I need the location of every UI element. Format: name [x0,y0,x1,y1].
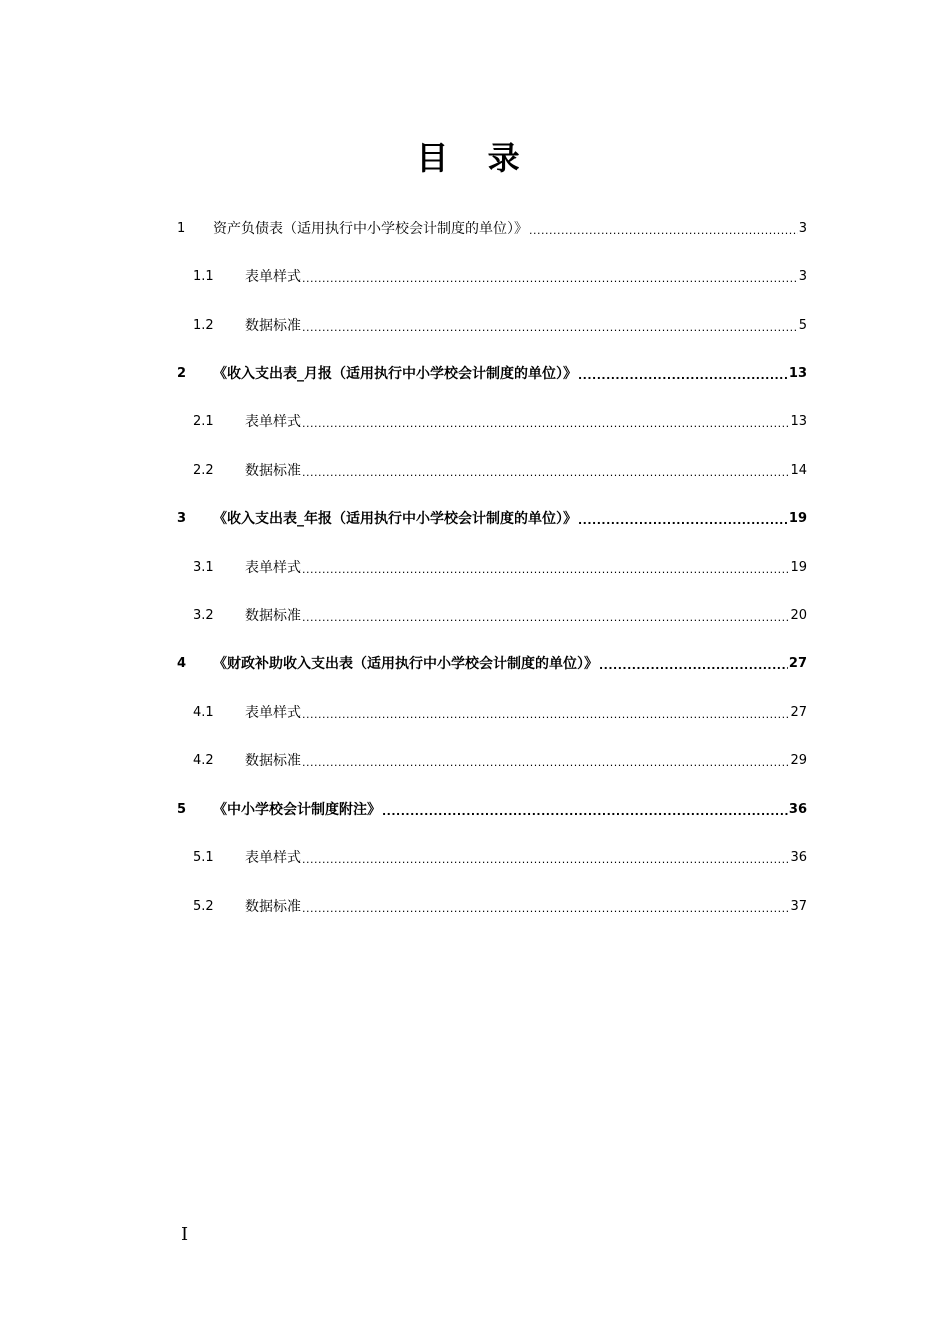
toc-dot-leader [302,555,789,581]
toc-dot-leader [302,603,789,629]
toc-entry-title: 数据标准 [245,318,301,334]
toc-title: 目 录 [416,139,534,177]
toc-dot-leader [302,748,789,774]
toc-dot-leader [302,458,789,484]
toc-dot-leader [302,409,789,435]
toc-entry-title: 数据标准 [245,463,301,479]
toc-dot-leader [302,264,798,290]
toc-entry-1-1[interactable] [177,264,807,290]
toc-entry-3[interactable] [177,506,807,532]
toc-entry-3-2[interactable] [177,603,807,629]
toc-entry-title: 数据标准 [245,899,301,915]
toc-entry-3-1[interactable] [177,555,807,581]
toc-dot-leader [302,700,789,726]
toc-entry-page: 19 [788,511,807,526]
toc-dot-leader [302,313,798,339]
toc-entry-title: 表单样式 [245,414,301,430]
toc-entry-number: 5.1 [193,850,214,865]
toc-entry-page: 20 [790,608,807,623]
toc-entry-number: 4.1 [193,705,214,720]
toc-entry-number: 2.1 [193,414,214,429]
toc-entry-number: 2 [177,366,187,381]
toc-dot-leader [529,216,798,242]
toc-entry-page: 29 [790,753,807,768]
toc-entry-number: 1.2 [193,318,214,333]
toc-entry-title: 表单样式 [245,850,301,866]
toc-entry-page: 27 [788,656,807,671]
toc-entry-5-2[interactable] [177,894,807,920]
toc-entry-number: 2.2 [193,463,214,478]
toc-dot-leader [302,894,789,920]
toc-entry-page: 14 [790,463,807,478]
page-number: I [181,1224,189,1245]
toc-entry-page: 36 [790,850,807,865]
toc-entry-1[interactable] [177,216,807,242]
toc-entry-number: 5.2 [193,899,214,914]
toc-entry-5[interactable] [177,797,807,823]
toc-entry-title: 《财政补助收入支出表（适用执行中小学校会计制度的单位）》 [213,656,598,672]
toc-entry-page: 3 [798,269,807,284]
toc-entry-title: 资产负债表（适用执行中小学校会计制度的单位）》 [213,221,528,237]
toc-entry-title: 表单样式 [245,560,301,576]
toc-dot-leader [382,797,788,823]
toc-entry-title: 表单样式 [245,705,301,721]
toc-entry-5-1[interactable] [177,845,807,871]
toc-entry-page: 13 [790,414,807,429]
toc-dot-leader [578,361,788,387]
toc-entry-page: 27 [790,705,807,720]
toc-dot-leader [599,651,788,677]
toc-entry-page: 3 [798,221,807,236]
toc-entry-page: 19 [790,560,807,575]
toc-entry-number: 1.1 [193,269,214,284]
toc-entry-title: 《收入支出表_年报（适用执行中小学校会计制度的单位）》 [213,511,577,527]
toc-entry-2[interactable] [177,361,807,387]
toc-entry-title: 表单样式 [245,269,301,285]
toc-entry-4-2[interactable] [177,748,807,774]
toc-entry-number: 3.1 [193,560,214,575]
toc-entry-title: 数据标准 [245,608,301,624]
toc-entry-2-2[interactable] [177,458,807,484]
toc-entry-title: 《收入支出表_月报（适用执行中小学校会计制度的单位）》 [213,366,577,382]
toc-entry-1-2[interactable] [177,313,807,339]
toc-entry-number: 3 [177,511,187,526]
toc-entry-4[interactable] [177,651,807,677]
toc-dot-leader [302,845,789,871]
toc-entry-page: 36 [788,802,807,817]
toc-entry-title: 《中小学校会计制度附注》 [213,802,381,818]
toc-entry-number: 4 [177,656,187,671]
toc-entry-number: 4.2 [193,753,214,768]
toc-entry-title: 数据标准 [245,753,301,769]
toc-entry-number: 5 [177,802,187,817]
toc-entry-page: 13 [788,366,807,381]
toc-entry-number: 1 [177,221,186,236]
toc-entry-page: 37 [790,899,807,914]
toc-entry-page: 5 [798,318,807,333]
toc-entry-4-1[interactable] [177,700,807,726]
toc-dot-leader [578,506,788,532]
toc-entry-number: 3.2 [193,608,214,623]
toc-entry-2-1[interactable] [177,409,807,435]
